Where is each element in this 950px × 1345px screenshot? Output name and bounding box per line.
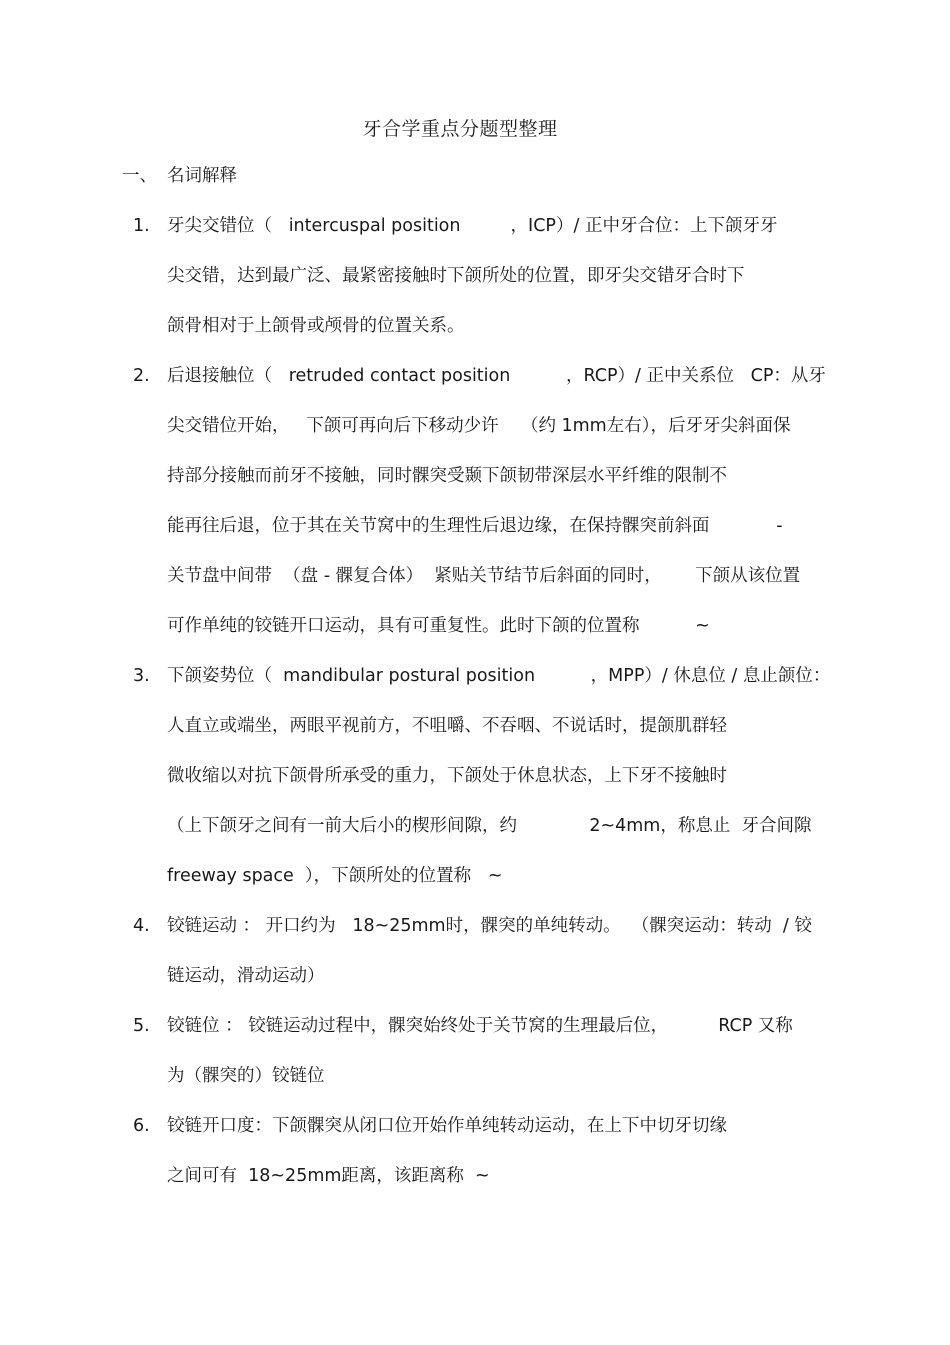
item-text-line: 关节盘中间带 （盘 - 髁复合体） 紧贴关节结节后斜面的同时， 下颌从该位置 (167, 566, 801, 586)
item-number: 5. (133, 1016, 150, 1036)
item-text-line: 能再往后退，位于其在关节窝中的生理性后退边缘，在保持髁突前斜面 - (167, 516, 783, 536)
item-text-line: （上下颌牙之间有一前大后小的楔形间隙，约 2~4mm，称息止 牙合间隙 (167, 816, 812, 836)
item-text-line: 后退接触位（ retruded contact position ，RCP）/ 正中关系位 CP：从牙 (167, 366, 826, 386)
item-number: 4. (133, 916, 150, 936)
item-text-line: 铰链运动 ： 开口约为 18~25mm时，髁突的单纯转动。 （髁突运动：转动 / 铰 (167, 916, 812, 936)
item-text-line: freeway space ），下颌所处的位置称 ~ (167, 866, 503, 886)
item-number: 1. (133, 216, 150, 236)
item-text-line: 下颌姿势位（ mandibular postural position ，MPP）/ 休息位 / 息止颌位： (167, 666, 831, 686)
item-text-line: 颌骨相对于上颌骨或颅骨的位置关系。 (167, 316, 465, 336)
item-number: 3. (133, 666, 150, 686)
item-text-line: 链运动，滑动运动） (167, 966, 325, 986)
item-number: 2. (133, 366, 150, 386)
item-text-line: 牙尖交错位（ intercuspal position ，ICP）/ 正中牙合位：上下颌牙牙 (167, 216, 778, 236)
item-text-line: 可作单纯的铰链开口运动，具有可重复性。此时下颌的位置称 ~ (167, 616, 710, 636)
section-heading: 名词解释 (167, 166, 237, 186)
item-text-line: 持部分接触而前牙不接触，同时髁突受颞下颌韧带深层水平纤维的限制不 (167, 466, 727, 486)
item-text-line: 之间可有 18~25mm距离，该距离称 ~ (167, 1166, 490, 1186)
item-text-line: 为（髁突的）铰链位 (167, 1066, 325, 1086)
section-number: 一、 (122, 166, 157, 186)
item-text-line: 人直立或端坐，两眼平视前方，不咀嚼、不吞咽、不说话时，提颌肌群轻 (167, 716, 727, 736)
item-text-line: 尖交错，达到最广泛、最紧密接触时下颌所处的位置，即牙尖交错牙合时下 (167, 266, 745, 286)
document-title: 牙合学重点分题型整理 (362, 118, 558, 140)
item-text-line: 微收缩以对抗下颌骨所承受的重力，下颌处于休息状态，上下牙不接触时 (167, 766, 727, 786)
item-text-line: 铰链开口度：下颌髁突从闭口位开始作单纯转动运动，在上下中切牙切缘 (167, 1116, 727, 1136)
item-text-line: 尖交错位开始， 下颌可再向后下移动少许 （约 1mm左右），后牙牙尖斜面保 (167, 416, 791, 436)
item-text-line: 铰链位 ： 铰链运动过程中，髁突始终处于关节窝的生理最后位， RCP 又称 (167, 1016, 793, 1036)
item-number: 6. (133, 1116, 150, 1136)
